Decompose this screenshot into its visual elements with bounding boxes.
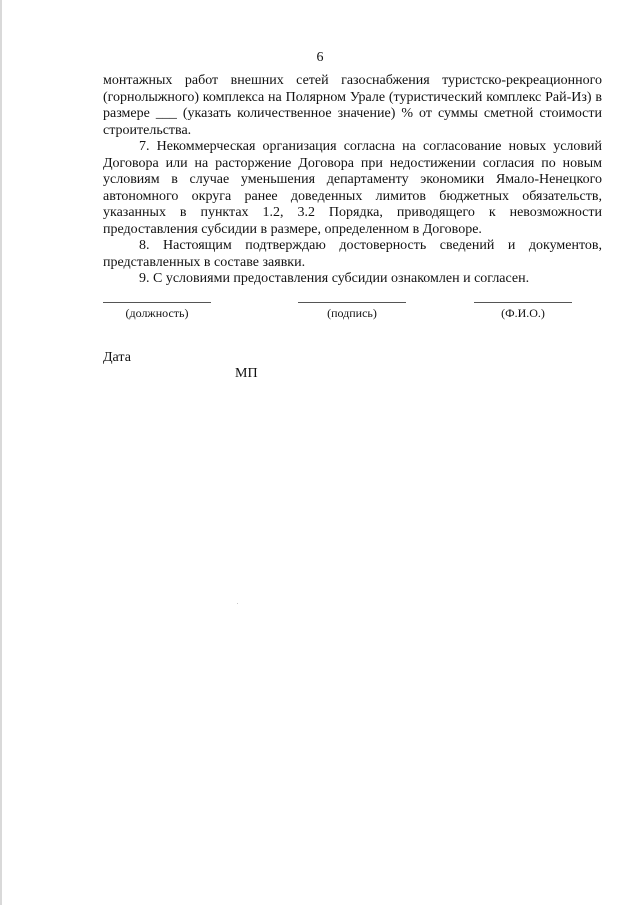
signature-caption: (подпись) (327, 306, 377, 320)
signature-line (298, 302, 406, 303)
position-caption: (должность) (125, 306, 189, 320)
document-body (103, 73, 602, 288)
position-signature-line (103, 302, 211, 303)
name-signature-line (474, 302, 572, 303)
paragraph-continuation: монтажных работ внешних сетей газоснабжения туристско-рекреационного (горнолыжного) комплекса на Полярном Урале (туристический комплекс Рай-Из) в размере ___ (указать количественное значение) % от суммы сметной стоимости строительства. (103, 73, 602, 138)
page-edge (0, 0, 2, 905)
paragraph-7: 7. Некоммерческая организация согласна на согласование новых условий Договора или на расторжение Договора при недостижении согласия по новым условиям в случае уменьшения департаменту экономики Ямало-Ненецкого автономного округа ранее доведенных лимитов бюджетных обязательств, указанных в пунктах 1.2, 3.2 Порядка, приводящего к невозможности предоставления субсидии в размере, определенном в Договоре. (103, 139, 602, 237)
page-number: 6 (316, 50, 324, 65)
stamp-label: МП (235, 366, 258, 381)
name-caption: (Ф.И.О.) (501, 306, 545, 320)
date-label: Дата (103, 350, 131, 365)
scan-speck (237, 603, 238, 604)
paragraph-8: 8. Настоящим подтверждаю достоверность сведений и документов, представленных в составе заявки. (103, 238, 602, 270)
paragraph-9: 9. С условиями предоставления субсидии ознакомлен и согласен. (139, 271, 530, 286)
